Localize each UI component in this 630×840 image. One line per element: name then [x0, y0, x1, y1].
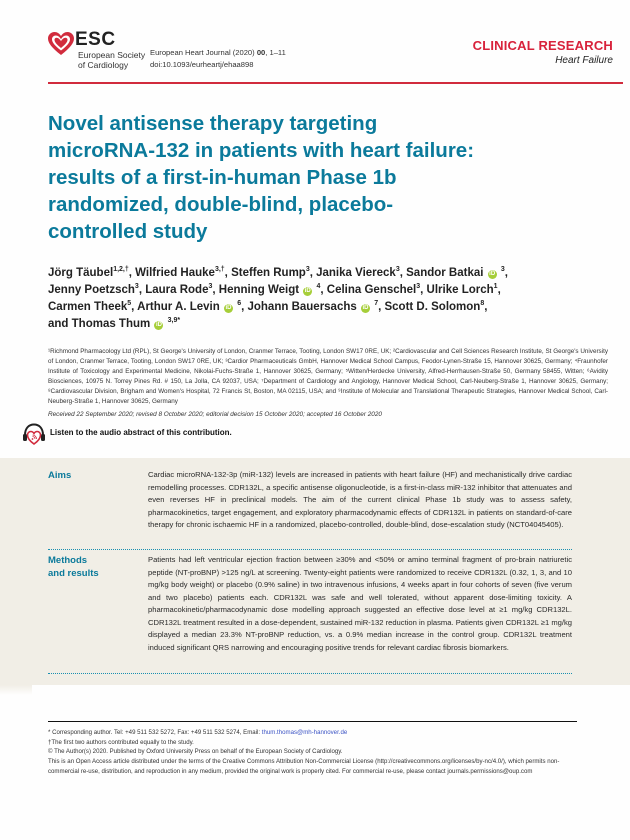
- author-name: Johann Bauersachs: [247, 301, 357, 313]
- author-name: Ulrike Lorch: [426, 284, 494, 296]
- author-separator: , and: [48, 301, 488, 330]
- methods-text: Patients had left ventricular ejection fraction between ≥30% and <50% or amino terminal fragment of pro-brain natriuretic peptide (NT-proBNP) >125 ng/L at screening. Twenty-eight patients were randomized to receive CDR132L (0.32, 1, 3, and 10 mg/kg body weight) or placebo (0.9% saline) in two intravenous infusions, 4 weeks apart in four cohorts of seven (five verum and two placebo) patients each. CDR132L was safe and well tolerated, without apparent dose-limiting toxicity. A pharmacokinetic/pharmacodynamic dose modelling approach suggested an effective dose level at ≥1 mg/kg CDR132L. CDR132L treatment resulted in a dose-dependent, sustained miR-132 reduction in plasma. Patients given CDR132L ≥1 mg/kg displayed a median 23.3% NT-proBNP reduction, vs. a 0.9% median increase in the control group. CDR132L treatment induced significant QRS narrowing and encouraging positive trends for relevant cardiac fibrosis biomarkers.: [148, 555, 572, 652]
- author-name: Laura Rode: [145, 284, 209, 296]
- author: [48, 284, 145, 296]
- author-affiliation-marker: 3,†: [214, 266, 225, 274]
- author-name: Celina Genschel: [326, 284, 417, 296]
- author-affiliation-marker: 7: [374, 300, 379, 308]
- author-name: Scott D. Solomon: [384, 301, 481, 313]
- section-divider: [48, 673, 572, 674]
- esc-logo: [48, 29, 158, 80]
- corresponding-text: * Corresponding author. Tel: +49 511 532 5272, Fax: +49 511 532 5274, Email:: [48, 729, 262, 736]
- author-name: Wilfried Hauke: [135, 267, 215, 279]
- audio-abstract-label[interactable]: Listen to the audio abstract of this contribution.: [50, 428, 232, 437]
- author-name: Steffen Rump: [231, 267, 306, 279]
- author: [427, 284, 501, 296]
- orcid-icon[interactable]: iD: [225, 305, 232, 311]
- article-section: [473, 38, 613, 66]
- author-separator: ,: [420, 284, 427, 296]
- author-separator: ,: [241, 301, 248, 313]
- logo-subtitle-line1: European Society: [78, 50, 146, 60]
- methods-label-line2: and results: [48, 568, 99, 579]
- section-divider: [48, 549, 572, 550]
- article-title: Novel antisense therapy targeting microRNA-132 in patients with heart failure: results of a first-in-human Phase 1b randomized, double-blind, placebo-controlled study: [48, 112, 475, 243]
- journal-citation: [150, 47, 286, 71]
- author: [406, 267, 508, 279]
- author-name: Sandor Batkai: [406, 267, 484, 279]
- author-separator: ,: [309, 267, 317, 279]
- author-separator: ,: [138, 284, 146, 296]
- author-name: Thomas Thum: [71, 318, 151, 330]
- author-affiliation-marker: 6: [237, 300, 242, 308]
- received-dates: Received 22 September 2020; revised 8 October 2020; editorial decision 15 October 2020; accepted 16 October 2020: [48, 411, 382, 418]
- email-link[interactable]: thum.thomas@mh-hannover.de: [261, 729, 348, 736]
- author: [247, 301, 384, 313]
- section-title: CLINICAL RESEARCH: [472, 38, 613, 53]
- orcid-icon[interactable]: iD: [489, 271, 496, 277]
- author-affiliation-marker: 1: [493, 283, 498, 291]
- orcid-icon[interactable]: iD: [362, 305, 369, 311]
- footnotes: [48, 728, 588, 777]
- author-name: Jörg Täubel: [48, 267, 114, 279]
- author: [48, 267, 135, 279]
- abstract-aims: [48, 469, 572, 544]
- author-separator: ,: [128, 267, 136, 279]
- author-affiliation-marker: 4: [316, 283, 321, 291]
- author-separator: ,: [504, 267, 508, 279]
- author: [327, 284, 427, 296]
- journal-volume: 00: [256, 48, 266, 57]
- author: [135, 267, 231, 279]
- author-separator: ,: [378, 301, 385, 313]
- affiliations: ¹Richmond Pharmacology Ltd (RPL), St George's University of London, Cranmer Terrace, Tooting, London SW17 0RE, UK; ²Cardiovascular and Cell Sciences Research Institute, St George's University of London, Cranmer Terrace, Tooting, London SW17 0RE, UK; ³Cardior Pharmaceuticals GmbH, Hannover Medical School Campus, Feodor-Lynen-Straße 15, Hannover 30625, Germany; ⁴Fraunhofer Institute of Toxicology and Experimental Medicine, Nikolai-Fuchs-Straße 1, Hannover 30625, Germany; ⁵Witten/Herdecke University, Alfred-Herrhausen-Straße 50, Germany 58455, Witten; ⁶Avidity Biosciences, 10975 N. Torrey Pines Rd. # 150, La Jolla, CA 92037, USA; ⁷Department of Cardiology and Angiology, Hannover Medical School, Carl-Neuberg-Straße 1, Hannover 30625, Germany; ⁸Cardiovascular Division, Brigham and Women's Hospital, 72 Francis St, Boston, MA 02115, USA; and ⁹Institute of Molecular and Translational Therapeutic Strategies, Hannover Medical School, Carl-Neuberg-Straße 1, Hannover 30625, Germany: [48, 348, 608, 405]
- author-affiliation-marker: 3: [134, 283, 139, 291]
- author-affiliation-marker: 8: [480, 300, 485, 308]
- author-separator: ,: [131, 301, 138, 313]
- header-divider: [48, 82, 623, 84]
- methods-label: [48, 554, 99, 580]
- copyright: © The Author(s) 2020. Published by Oxford University Press on behalf of the European Society of Cardiology.: [48, 748, 343, 756]
- license: This is an Open Access article distributed under the terms of the Creative Commons Attribution Non-Commercial License (http://creativecommons.org/licenses/by-nc/4.0/), which permits non-commercial re-use, distribution, and reproduction in any medium, provided the original work is properly cited. For commercial re-use, please contact journals.permissions@oup.com: [48, 758, 560, 775]
- author-name: Janika Viereck: [316, 267, 396, 279]
- author-name: Arthur A. Levin: [137, 301, 220, 313]
- author: [316, 267, 406, 279]
- author-separator: ,: [212, 284, 219, 296]
- logo-subtitle-line2: of Cardiology: [78, 60, 129, 70]
- doi[interactable]: doi:10.1093/eurheartj/ehaa898: [150, 60, 254, 69]
- section-subtitle: Heart Failure: [555, 55, 613, 66]
- author-affiliation-marker: 5: [127, 300, 132, 308]
- orcid-icon[interactable]: iD: [304, 288, 311, 294]
- author-affiliation-marker: 3,9*: [167, 317, 181, 325]
- abstract-methods-results: [48, 554, 572, 669]
- author-separator: ,: [399, 267, 407, 279]
- author: [137, 301, 247, 313]
- author: [219, 284, 327, 296]
- author-separator: ,: [320, 284, 327, 296]
- corresponding-author: [48, 728, 588, 738]
- headphones-heart-icon: [22, 423, 46, 445]
- author-list: [48, 265, 508, 333]
- author-affiliation-marker: 3: [208, 283, 213, 291]
- journal-name: European Heart Journal (2020): [150, 48, 257, 57]
- structured-abstract: [0, 458, 630, 685]
- author-separator: ,: [224, 267, 232, 279]
- author-affiliation-marker: 3: [500, 266, 505, 274]
- author-affiliation-marker: 3: [395, 266, 400, 274]
- author: [48, 301, 137, 313]
- author-separator: ,: [497, 284, 501, 296]
- heart-icon: [48, 32, 74, 56]
- journal-line: [150, 47, 286, 59]
- aims-label: Aims: [48, 470, 72, 481]
- orcid-icon[interactable]: iD: [155, 322, 162, 328]
- author: [72, 318, 180, 330]
- footnote-divider: [48, 721, 577, 722]
- author-affiliation-marker: 1,2,†: [113, 266, 129, 274]
- author-affiliation-marker: 3: [305, 266, 310, 274]
- journal-pages: , 1–11: [265, 48, 286, 57]
- author-name: Jenny Poetzsch: [48, 284, 135, 296]
- methods-label-line1: Methods: [48, 555, 88, 566]
- abstract-fade: [0, 685, 32, 695]
- author: [231, 267, 316, 279]
- logo-name: ESC: [75, 29, 116, 50]
- author: [145, 284, 219, 296]
- author-name: Carmen Theek: [48, 301, 128, 313]
- author-affiliation-marker: 3: [416, 283, 421, 291]
- logo-subtitle: [78, 50, 145, 70]
- aims-text: Cardiac microRNA-132-3p (miR-132) levels are increased in patients with heart failure (HF) and mechanistically drive cardiac remodelling processes. CDR132L, a specific antisense oligonucleotide, is a first-in-class miR-132 inhibitor that attenuates and even reverses HF in preclinical models. The aim of the current clinical Phase 1b study was to assess safety, pharmacokinetics, target engagement, and exploratory pharmacodynamic effects of CDR132L in patients on standard-of-care therapy for chronic ischaemic HF in a randomized, placebo-controlled, double-blind, dose-escalation study (NCT04045405).: [148, 470, 572, 529]
- equal-contribution: †The first two authors contributed equally to the study.: [48, 738, 194, 746]
- author-name: Henning Weigt: [218, 284, 300, 296]
